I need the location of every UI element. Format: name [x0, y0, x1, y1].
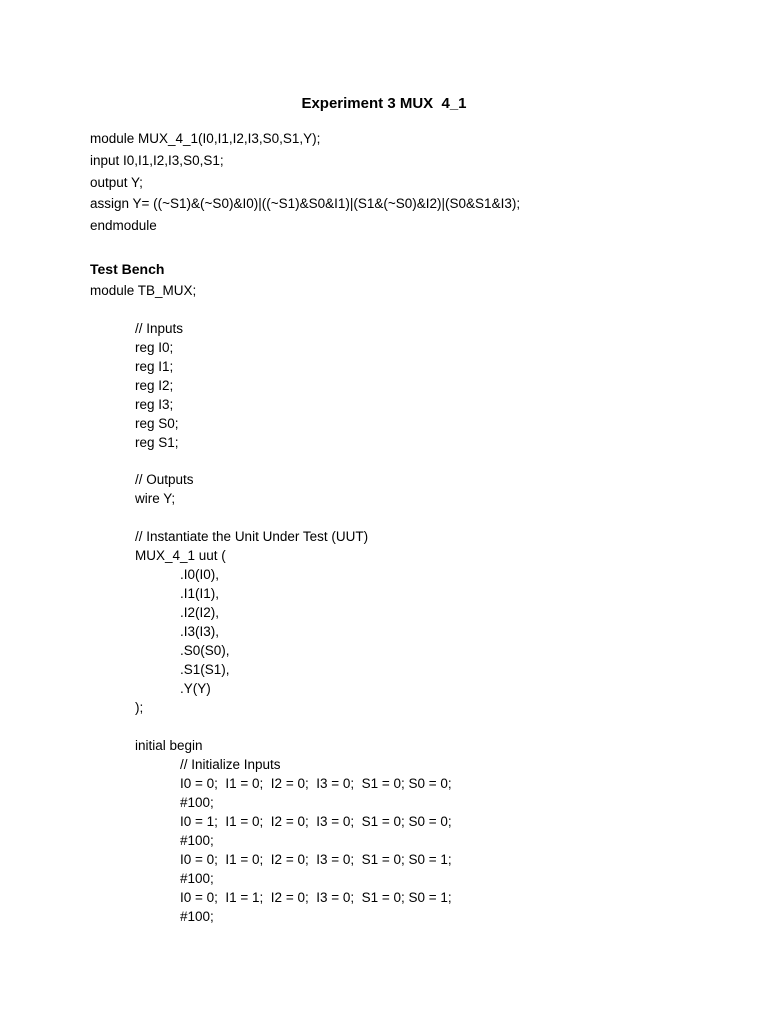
code-line: #100; — [180, 833, 214, 848]
code-line: #100; — [180, 909, 214, 924]
code-line: assign Y= ((~S1)&(~S0)&I0)|((~S1)&S0&I1)|(S1&(~S0)&I2)|(S0&S1&I3); — [90, 196, 521, 211]
code-line: #100; — [180, 795, 214, 810]
code-line: #100; — [180, 871, 214, 886]
code-comment: // Outputs — [135, 472, 194, 487]
code-line: module TB_MUX; — [90, 283, 197, 298]
code-line: wire Y; — [135, 491, 176, 506]
code-line: reg I0; — [135, 340, 174, 355]
code-line: module MUX_4_1(I0,I1,I2,I3,S0,S1,Y); — [90, 131, 321, 146]
testbench-heading: Test Bench — [90, 261, 165, 277]
code-line: I0 = 0; I1 = 1; I2 = 0; I3 = 0; S1 = 0; S0 = 1; — [180, 890, 452, 905]
code-line: input I0,I1,I2,I3,S0,S1; — [90, 153, 224, 168]
document-title: Experiment 3 MUX 4_1 — [301, 95, 467, 112]
code-line: reg S1; — [135, 435, 179, 450]
code-line: I0 = 0; I1 = 0; I2 = 0; I3 = 0; S1 = 0; S0 = 1; — [180, 852, 452, 867]
code-line: reg I2; — [135, 378, 174, 393]
code-line: reg S0; — [135, 416, 179, 431]
code-line: output Y; — [90, 175, 143, 190]
code-line: .I3(I3), — [180, 624, 220, 639]
code-line: reg I1; — [135, 359, 174, 374]
code-line: initial begin — [135, 738, 203, 753]
code-line: MUX_4_1 uut ( — [135, 548, 226, 563]
code-line: .S0(S0), — [180, 643, 230, 658]
code-line: .I1(I1), — [180, 586, 220, 601]
code-line: .I0(I0), — [180, 567, 220, 582]
code-comment: // Inputs — [135, 321, 184, 336]
code-line: endmodule — [90, 218, 157, 233]
code-comment: // Initialize Inputs — [180, 757, 281, 772]
code-line: .I2(I2), — [180, 605, 220, 620]
code-line: I0 = 1; I1 = 0; I2 = 0; I3 = 0; S1 = 0; S0 = 0; — [180, 814, 452, 829]
code-line: reg I3; — [135, 397, 174, 412]
code-line: I0 = 0; I1 = 0; I2 = 0; I3 = 0; S1 = 0; S0 = 0; — [180, 776, 452, 791]
code-comment: // Instantiate the Unit Under Test (UUT) — [135, 529, 369, 544]
code-line: .S1(S1), — [180, 662, 230, 677]
code-line: ); — [135, 700, 144, 715]
code-line: .Y(Y) — [180, 681, 211, 696]
